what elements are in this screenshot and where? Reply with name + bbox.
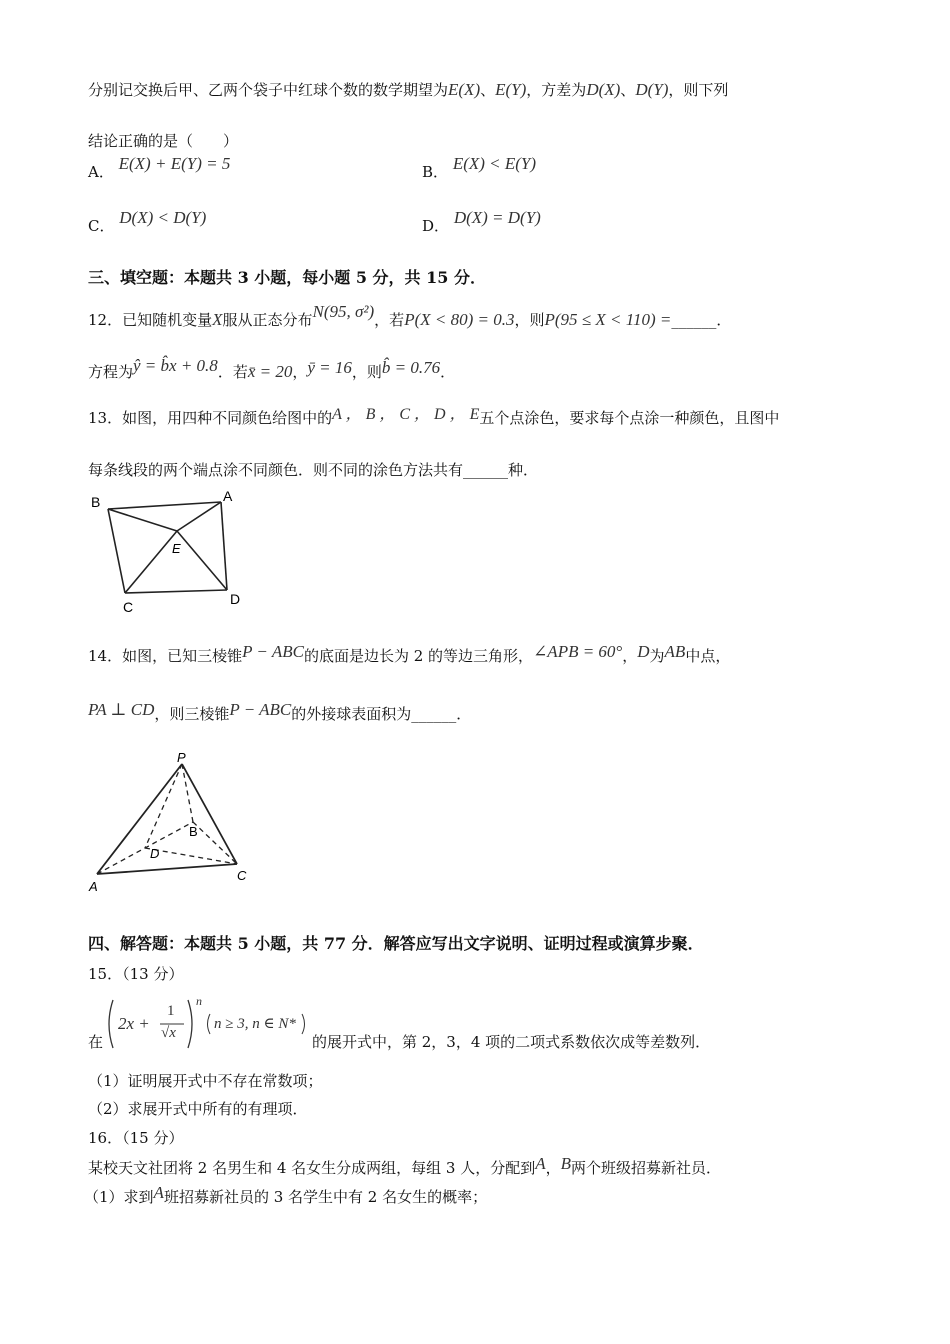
cond-right-paren <box>302 1014 305 1034</box>
option-expr: E(X) + E(Y) = 5 <box>118 154 231 173</box>
q16-b: B <box>560 1154 572 1173</box>
q16-p1-t1: （1）求到 <box>84 1188 154 1206</box>
q14-t4: 为 <box>649 647 665 665</box>
q16-part1 <box>84 1183 488 1207</box>
q12-line1 <box>88 302 732 330</box>
q11-mid: ，方差为 <box>526 81 587 99</box>
q11-line1 <box>88 80 728 100</box>
edge-pa <box>97 764 182 874</box>
q13-t2: 五个点涂色，要求每个点涂一种颜色，且图中 <box>479 409 780 427</box>
q12-bhat: b̂ = 0.76 <box>381 358 441 377</box>
q15-zai: 在 <box>88 1033 104 1051</box>
q15-text-after: 的展开式中，第 2，3，4 项的二项式系数依次成等差数列． <box>312 1033 711 1051</box>
q12-t3: ，若 <box>374 311 405 329</box>
q16-p1-t2: 班招募新社员的 3 名学生中有 2 名女生的概率； <box>163 1188 488 1206</box>
q13-line1 <box>88 408 779 429</box>
q16-a: A <box>535 1154 546 1173</box>
option-label: B． <box>422 163 449 181</box>
q11-tail: ，则下列 <box>668 81 729 99</box>
q14-t2: 的底面是边长为 2 的等边三角形， <box>303 647 534 665</box>
q11-dx: D(X) <box>586 80 621 99</box>
section4-title: 四、解答题：本题共 5 小题，共 77 分．解答应写出文字说明、证明过程或演算步聚． <box>88 934 704 953</box>
q13-t1: 如图，用四种不同颜色给图中的 <box>122 409 333 427</box>
right-paren <box>188 1000 192 1048</box>
q14-l2-pabc: P − ABC <box>229 700 292 719</box>
q12-xbar: x̄ = 20 <box>247 362 293 381</box>
q11-sep2: 、 <box>620 81 636 99</box>
label-e: E <box>172 541 181 556</box>
q14-cond: PA ⊥ CD <box>88 700 155 719</box>
q14-pabc: P − ABC <box>242 642 304 661</box>
q15-frac-num: 1 <box>167 1003 175 1019</box>
option-label: C． <box>88 217 115 235</box>
q12-t1: 已知随机变量 <box>122 311 213 329</box>
option-expr: D(X) < D(Y) <box>119 208 207 227</box>
q12-l2-t1: 方程为 <box>88 363 134 381</box>
q12-ask: P(95 ≤ X < 110) = <box>544 310 672 329</box>
edge-ad <box>221 502 227 590</box>
q11-option-c <box>88 208 207 236</box>
q11-ex: E(X) <box>448 80 481 99</box>
label-d: D <box>150 846 160 861</box>
q14-line2 <box>88 700 472 724</box>
q12-x: X <box>212 310 223 329</box>
option-label: A． <box>88 163 114 181</box>
label-c: C <box>237 868 247 883</box>
q12-t4: ，则 <box>514 311 545 329</box>
q15-part1: （1）证明展开式中不存在常数项； <box>88 1072 323 1090</box>
q16-header: 16．（15 分） <box>88 1129 184 1147</box>
q11-sep1: 、 <box>480 81 496 99</box>
q12-cond: P(X < 80) = 0.3 <box>404 310 515 329</box>
q12-t2: 服从正态分布 <box>222 311 313 329</box>
label-p: P <box>177 750 186 765</box>
q12-end: ． <box>440 363 456 381</box>
label-d: D <box>230 591 241 607</box>
cond-left-paren <box>208 1014 211 1034</box>
q16-sep: ， <box>545 1159 561 1177</box>
q14-angle: ∠APB = 60° <box>533 642 623 661</box>
q15-cond: n ≥ 3, n ∈ N* <box>214 1016 296 1032</box>
label-b: B <box>91 494 101 510</box>
q14-t1: 如图，已知三棱锥 <box>122 647 243 665</box>
q16-line1 <box>88 1154 722 1178</box>
q15-part2: （2）求展开式中所有的有理项． <box>88 1100 308 1118</box>
q13-figure <box>85 485 255 615</box>
q14-ab: AB <box>664 642 686 661</box>
q14-num: 14． <box>88 647 123 665</box>
edge-pc <box>182 764 237 864</box>
q12-ybar: ȳ = 16 <box>307 358 352 377</box>
q12-eq: ŷ = b̂x + 0.8 <box>133 356 218 375</box>
label-a: A <box>89 879 98 894</box>
q12-dist: N(95, σ²) <box>312 302 375 321</box>
option-expr: E(X) < E(Y) <box>452 154 537 173</box>
q12-num: 12． <box>88 311 123 329</box>
q11-dy: D(Y) <box>635 80 669 99</box>
q15-frac-den: √x <box>161 1025 176 1041</box>
q14-line1 <box>88 642 731 666</box>
q11-text: 分别记交换后甲、乙两个袋子中红球个数的数学期望为 <box>88 81 449 99</box>
option-label: D． <box>422 217 450 235</box>
q11-option-a <box>88 154 231 182</box>
q13-num: 13． <box>88 409 123 427</box>
edge-ae <box>177 502 221 531</box>
q14-t5: 中点， <box>685 647 731 665</box>
q14-l2-t1: ，则三棱锥 <box>154 705 230 723</box>
q12-line2 <box>88 356 456 382</box>
q16-t1: 某校天文社团将 2 名男生和 4 名女生分成两组，每组 3 人，分配到 <box>88 1159 536 1177</box>
q14-t3: ， <box>622 647 638 665</box>
edge-de <box>177 531 227 590</box>
q15-header: 15．（13 分） <box>88 965 184 983</box>
q12-l2-t2: ．若 <box>217 363 248 381</box>
label-c: C <box>123 599 134 615</box>
q15-expr-a: 2x + <box>118 1014 150 1033</box>
q12-l2-t3: ，则 <box>351 363 382 381</box>
q11-ey: E(Y) <box>495 80 527 99</box>
left-paren <box>109 1000 113 1048</box>
edge-ba <box>108 502 221 509</box>
edge-cb <box>108 509 125 593</box>
label-b: B <box>189 824 198 839</box>
q16-t2: 两个班级招募新社员． <box>571 1159 722 1177</box>
edge-be <box>108 509 177 531</box>
edge-ac <box>97 864 237 874</box>
edge-dc <box>125 590 227 593</box>
q11-option-b <box>422 154 537 182</box>
edge-ce <box>125 531 177 593</box>
option-expr: D(X) = D(Y) <box>453 208 541 227</box>
q11-line2: 结论正确的是（ ） <box>88 132 239 150</box>
q15-power: n <box>196 994 202 1008</box>
label-a: A <box>223 488 233 504</box>
q13-line2: 每条线段的两个端点涂不同颜色．则不同的涂色方法共有______种． <box>88 461 539 479</box>
q14-figure <box>85 750 260 895</box>
q16-p1-a: A <box>153 1183 164 1202</box>
section3-title: 三、填空题：本题共 3 小题，每小题 5 分，共 15 分． <box>88 268 486 287</box>
q11-option-d <box>422 208 541 236</box>
q14-l2-t2: 的外接球表面积为______． <box>291 705 472 723</box>
q12-blank: ______． <box>671 311 732 329</box>
q13-points: A ， B ， C ， D ， E <box>332 406 480 423</box>
q12-comma: ， <box>292 363 308 381</box>
q14-d: D <box>637 642 650 661</box>
q15-expression <box>104 996 309 1052</box>
